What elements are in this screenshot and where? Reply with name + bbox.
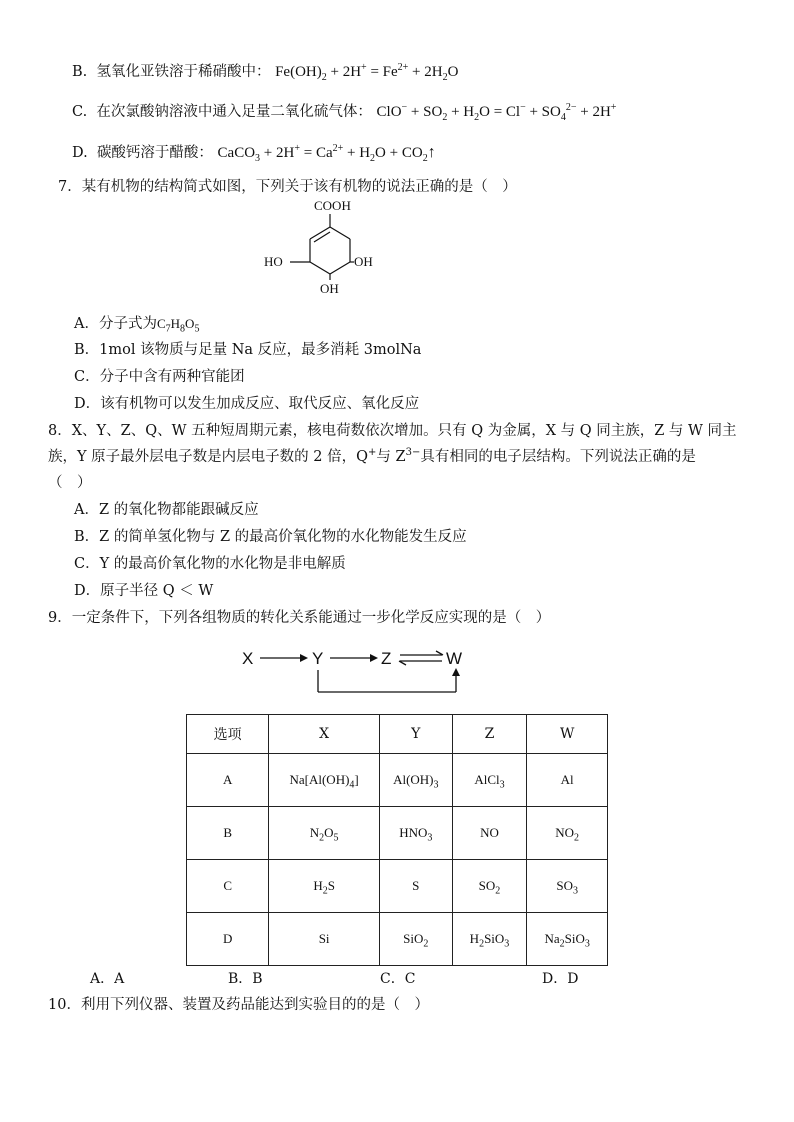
option-text: A．分子式为 bbox=[74, 316, 157, 332]
choice-d: D．D bbox=[542, 971, 579, 987]
q8-option-d: D．原子半径 Q ＜ W bbox=[74, 583, 214, 599]
cell-w: $NO_2$ bbox=[527, 807, 608, 860]
molecular-formula: $C_7H_8O_5$ bbox=[156, 316, 200, 335]
cell-x: $Na[Al(OH)_4]$ bbox=[269, 754, 380, 807]
q8-text-c: 具有相同的电子层结构。下列说法正确的是 bbox=[420, 449, 696, 465]
question-8-line-1: 8．X、Y、Z、Q、W 五种短周期元素，核电荷数依次增加。只有 Q 为金属，X 与 Q 同主族，Z 与 W 同主 bbox=[48, 423, 737, 439]
choice-b: B．B bbox=[228, 971, 263, 987]
row-label: D bbox=[187, 913, 269, 966]
options-table bbox=[186, 714, 608, 966]
q8-option-a: A．Z 的氧化物都能跟碱反应 bbox=[74, 502, 259, 518]
q7-option-a bbox=[74, 314, 199, 334]
conversion-flow-diagram bbox=[230, 640, 480, 700]
table-row bbox=[187, 807, 608, 860]
header-cell: 选项 bbox=[187, 715, 269, 754]
question-10: 10．利用下列仪器、装置及药品能达到实验目的的是（ ） bbox=[48, 997, 429, 1013]
table-row bbox=[187, 913, 608, 966]
option-label: D. bbox=[72, 145, 88, 161]
option-label: C. bbox=[72, 104, 88, 120]
q6-option-c bbox=[72, 102, 616, 122]
q7-option-d: D．该有机物可以发生加成反应、取代反应、氧化反应 bbox=[74, 396, 420, 412]
cell-y: SiO$_2$ bbox=[379, 913, 452, 966]
oh-bottom-label: OH bbox=[320, 281, 339, 296]
flow-w: W bbox=[446, 649, 463, 668]
cell-x: $H_2S$ bbox=[269, 860, 380, 913]
header-cell: Y bbox=[379, 715, 452, 754]
ho-left-label: HO bbox=[264, 254, 283, 269]
q7-option-b: B．1mol 该物质与足量 Na 反应，最多消耗 3molNa bbox=[74, 342, 422, 358]
cell-z: AlCl$_3$ bbox=[452, 754, 527, 807]
flow-z: Z bbox=[381, 649, 392, 668]
question-8-line-3: （ ） bbox=[48, 475, 92, 491]
row-label: A bbox=[187, 754, 269, 807]
cooh-label: COOH bbox=[314, 198, 351, 213]
cell-w: $Na_2SiO_3$ bbox=[527, 913, 608, 966]
cell-x: Si bbox=[269, 913, 380, 966]
flow-y: Y bbox=[312, 649, 324, 668]
cell-z: NO bbox=[452, 807, 527, 860]
cell-y: $Al(OH)_3$ bbox=[379, 754, 452, 807]
q8-option-c: C．Y 的最高价氧化物的水化物是非电解质 bbox=[74, 556, 346, 572]
q6-option-d bbox=[72, 143, 436, 163]
q6-option-b bbox=[72, 62, 458, 82]
option-text: 碳酸钙溶于醋酸： bbox=[96, 145, 213, 161]
option-text: 在次氯酸钠溶液中通入足量二氧化硫气体： bbox=[96, 104, 372, 120]
option-text: 氢氧化亚铁溶于稀硝酸中： bbox=[96, 64, 271, 80]
cell-y: $HNO_3$ bbox=[379, 807, 452, 860]
question-9: 9．一定条件下，下列各组物质的转化关系能通过一步化学反应实现的是（ ） bbox=[48, 610, 551, 626]
equation-d: CaCO$_3$ + $2H^+ = Ca^{2+} + H_2O$ + $CO_2↑$ bbox=[217, 143, 436, 164]
header-cell: X bbox=[269, 715, 380, 754]
oh-right-label: OH bbox=[354, 254, 373, 269]
flow-x: X bbox=[242, 649, 254, 668]
header-cell: W bbox=[527, 715, 608, 754]
cell-z: $SO_2$ bbox=[452, 860, 527, 913]
row-label: B bbox=[187, 807, 269, 860]
choice-a: A．A bbox=[90, 971, 125, 987]
q8-text-b: 与 Z bbox=[376, 449, 406, 465]
q7-option-c: C．分子中含有两种官能团 bbox=[74, 369, 245, 385]
cell-y: S bbox=[379, 860, 452, 913]
header-cell: Z bbox=[452, 715, 527, 754]
table-row bbox=[187, 860, 608, 913]
cell-x: $N_2O_5$ bbox=[269, 807, 380, 860]
q8-text-a: 族，Y 原子最外层电子数是内层电子数的 2 倍，Q bbox=[48, 449, 369, 465]
cell-z: $H_2SiO_3$ bbox=[452, 913, 527, 966]
equation-b: $Fe(OH)_2 + 2H^+ = Fe^{2+} + 2H_2O$ bbox=[275, 62, 459, 83]
question-8-line-2: 族，Y 原子最外层电子数是内层电子数的 2 倍，Q+与 $Z^{3-}$具有相同的电子层结构。下列说法正确的是 bbox=[48, 447, 696, 465]
question-7: 7．某有机物的结构简式如图，下列关于该有机物的说法正确的是（ ） bbox=[58, 179, 517, 195]
choice-c: C．C bbox=[380, 971, 416, 987]
table-header-row bbox=[187, 715, 608, 754]
cell-w: Al bbox=[527, 754, 608, 807]
q8-option-b: B．Z 的简单氢化物与 Z 的最高价氧化物的水化物能发生反应 bbox=[74, 529, 467, 545]
table-row bbox=[187, 754, 608, 807]
equation-c: $ClO^- + SO_2 + H_2O = Cl^- + SO_4^{2-} + 2H^+$ bbox=[376, 102, 617, 123]
row-label: C bbox=[187, 860, 269, 913]
structural-formula-diagram bbox=[250, 192, 390, 302]
cell-w: $SO_3$ bbox=[527, 860, 608, 913]
option-label: B. bbox=[72, 64, 88, 80]
